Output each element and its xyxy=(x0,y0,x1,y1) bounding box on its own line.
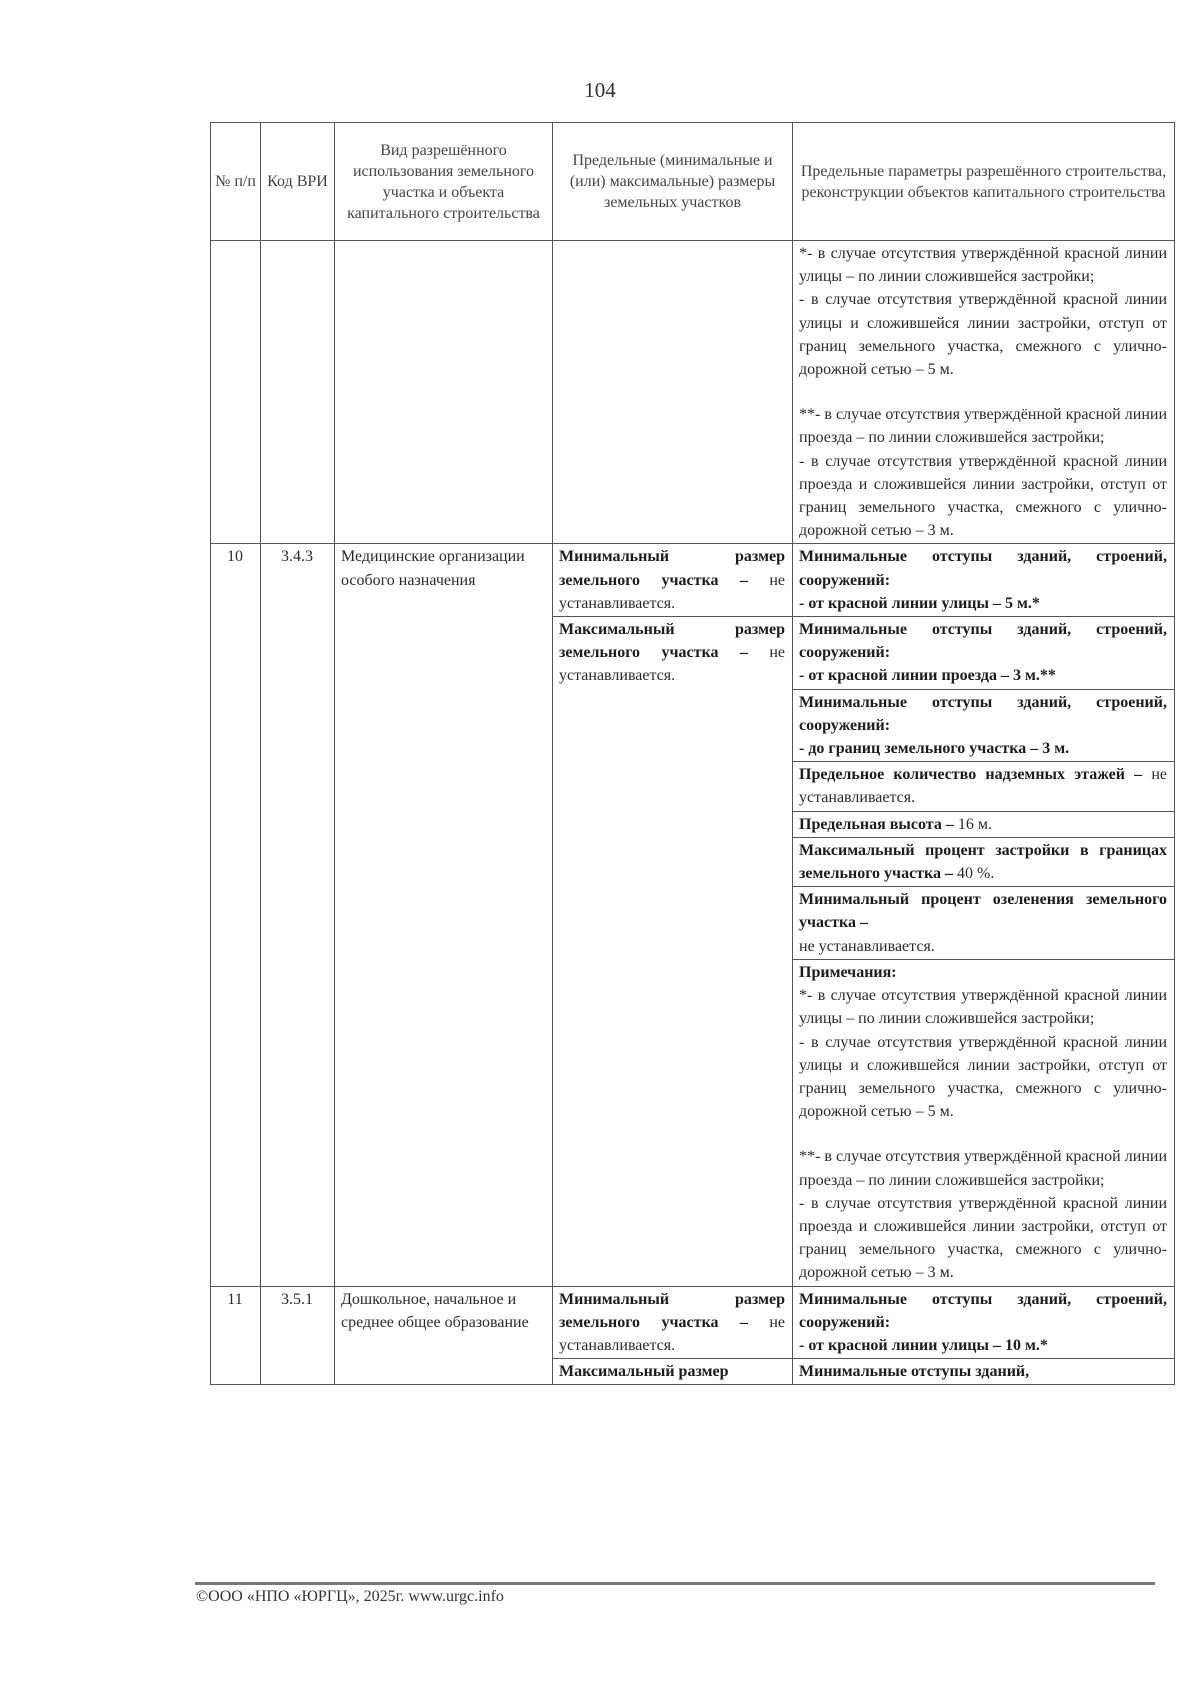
note-text: - в случае отсутствия утверждённой красной линии улицы и сложившейся линии застройки, отступ от границ земельного участка, смежного с улично-дорожной сетью – 5 м. xyxy=(799,1033,1167,1121)
param-value: - от красной линии проезда – 3 м.** xyxy=(799,667,1056,685)
min-size-value: не устанавливается. xyxy=(559,571,785,612)
param-cell xyxy=(793,1359,1175,1385)
param-cell xyxy=(793,762,1175,811)
param-label: Минимальный процент озеленения земельного участка – xyxy=(799,891,1167,932)
param-label: Максимальный процент застройки в границах земельного участка – xyxy=(799,841,1167,883)
footer-divider xyxy=(195,1582,1155,1585)
header-plot-size: Предельные (минимальные и (или) максимальные) размеры земельных участков xyxy=(553,123,793,241)
min-size-cell xyxy=(553,544,793,617)
max-size-label: Максимальный размер земельного участка – xyxy=(559,621,785,662)
param-cell xyxy=(793,1286,1175,1359)
header-use-type: Вид разрешённого использования земельного участка и объекта капитального строительства xyxy=(335,123,553,241)
param-label: Минимальные отступы зданий, строений, сооружений: xyxy=(799,621,1167,662)
notes-cell xyxy=(793,959,1175,1286)
param-value: - до границ земельного участка – 3 м. xyxy=(799,740,1070,758)
vri-code: 3.4.3 xyxy=(261,544,335,1286)
param-cell xyxy=(793,811,1175,837)
param-label: Минимальные отступы зданий, xyxy=(799,1363,1030,1381)
max-size-cell xyxy=(553,1359,793,1385)
param-value: - от красной линии улицы – 10 м.* xyxy=(799,1336,1048,1354)
note-text: - в случае отсутствия утверждённой красной линии проезда и сложившейся линии застройки, отступ от границ земельного участка, смежного с улично-дорожной сетью – 3 м. xyxy=(799,452,1167,540)
table-row-11 xyxy=(211,1286,1175,1359)
footer-copyright: ©ООО «НПО «ЮРГЦ», 2025г. www.urgc.info xyxy=(196,1588,504,1605)
header-num: № п/п xyxy=(211,123,261,241)
param-value: не устанавливается. xyxy=(799,766,1167,807)
note-text: - в случае отсутствия утверждённой красной линии проезда и сложившейся линии застройки, отступ от границ земельного участка, смежного с улично-дорожной сетью – 3 м. xyxy=(799,1194,1167,1282)
note-text: **- в случае отсутствия утверждённой красной линии проезда – по линии сложившейся застройки; xyxy=(799,406,1167,447)
cont-code-cell xyxy=(261,241,335,544)
param-label: Минимальные отступы зданий, строений, сооружений: xyxy=(799,693,1167,734)
param-label: Минимальные отступы зданий, строений, сооружений: xyxy=(799,548,1167,589)
use-type-name: Медицинские организации особого назначения xyxy=(335,544,553,1286)
cont-notes-cell xyxy=(793,241,1175,544)
table-row-continuation xyxy=(211,241,1175,544)
row-number: 10 xyxy=(211,544,261,1286)
param-label: Минимальные отступы зданий, строений, сооружений: xyxy=(799,1290,1167,1331)
vri-code: 3.5.1 xyxy=(261,1286,335,1385)
table-header-row xyxy=(211,123,1175,241)
param-label: Предельная высота – xyxy=(799,815,954,833)
param-cell xyxy=(793,689,1175,762)
table-row-10 xyxy=(211,544,1175,617)
max-size-label: Максимальный размер xyxy=(559,1363,729,1381)
header-code: Код ВРИ xyxy=(261,123,335,241)
param-label: Предельное количество надземных этажей – xyxy=(799,766,1143,784)
cont-size-cell xyxy=(553,241,793,544)
param-cell xyxy=(793,544,1175,617)
page-number: 104 xyxy=(584,78,616,102)
max-size-value: не устанавливается. xyxy=(559,644,785,685)
note-text: **- в случае отсутствия утверждённой красной линии проезда – по линии сложившейся застройки; xyxy=(799,1148,1167,1189)
row-number: 11 xyxy=(211,1286,261,1385)
note-text: *- в случае отсутствия утверждённой красной линии улицы – по линии сложившейся застройки; xyxy=(799,245,1167,286)
param-value: 40 %. xyxy=(957,865,995,883)
header-params: Предельные параметры разрешённого строительства, реконструкции объектов капитального строительства xyxy=(793,123,1175,241)
param-cell xyxy=(793,617,1175,690)
cont-use-cell xyxy=(335,241,553,544)
use-type-name: Дошкольное, начальное и среднее общее образование xyxy=(335,1286,553,1385)
param-value: - от красной линии улицы – 5 м.* xyxy=(799,594,1040,612)
param-cell xyxy=(793,837,1175,886)
min-size-label: Минимальный размер земельного участка – xyxy=(559,548,785,589)
min-size-label: Минимальный размер земельного участка – xyxy=(559,1290,785,1331)
param-value: 16 м. xyxy=(957,815,992,833)
note-text: - в случае отсутствия утверждённой красной линии улицы и сложившейся линии застройки, отступ от границ земельного участка, смежного с улично-дорожной сетью – 5 м. xyxy=(799,291,1167,379)
notes-label: Примечания: xyxy=(799,963,897,981)
min-size-value: не устанавливается. xyxy=(559,1313,785,1354)
param-cell xyxy=(793,887,1175,960)
max-size-cell xyxy=(553,617,793,1286)
note-text: *- в случае отсутствия утверждённой красной линии улицы – по линии сложившейся застройки; xyxy=(799,987,1167,1028)
param-value: не устанавливается. xyxy=(799,937,935,955)
cont-num-cell xyxy=(211,241,261,544)
regulations-table xyxy=(210,122,1175,1385)
min-size-cell xyxy=(553,1286,793,1359)
